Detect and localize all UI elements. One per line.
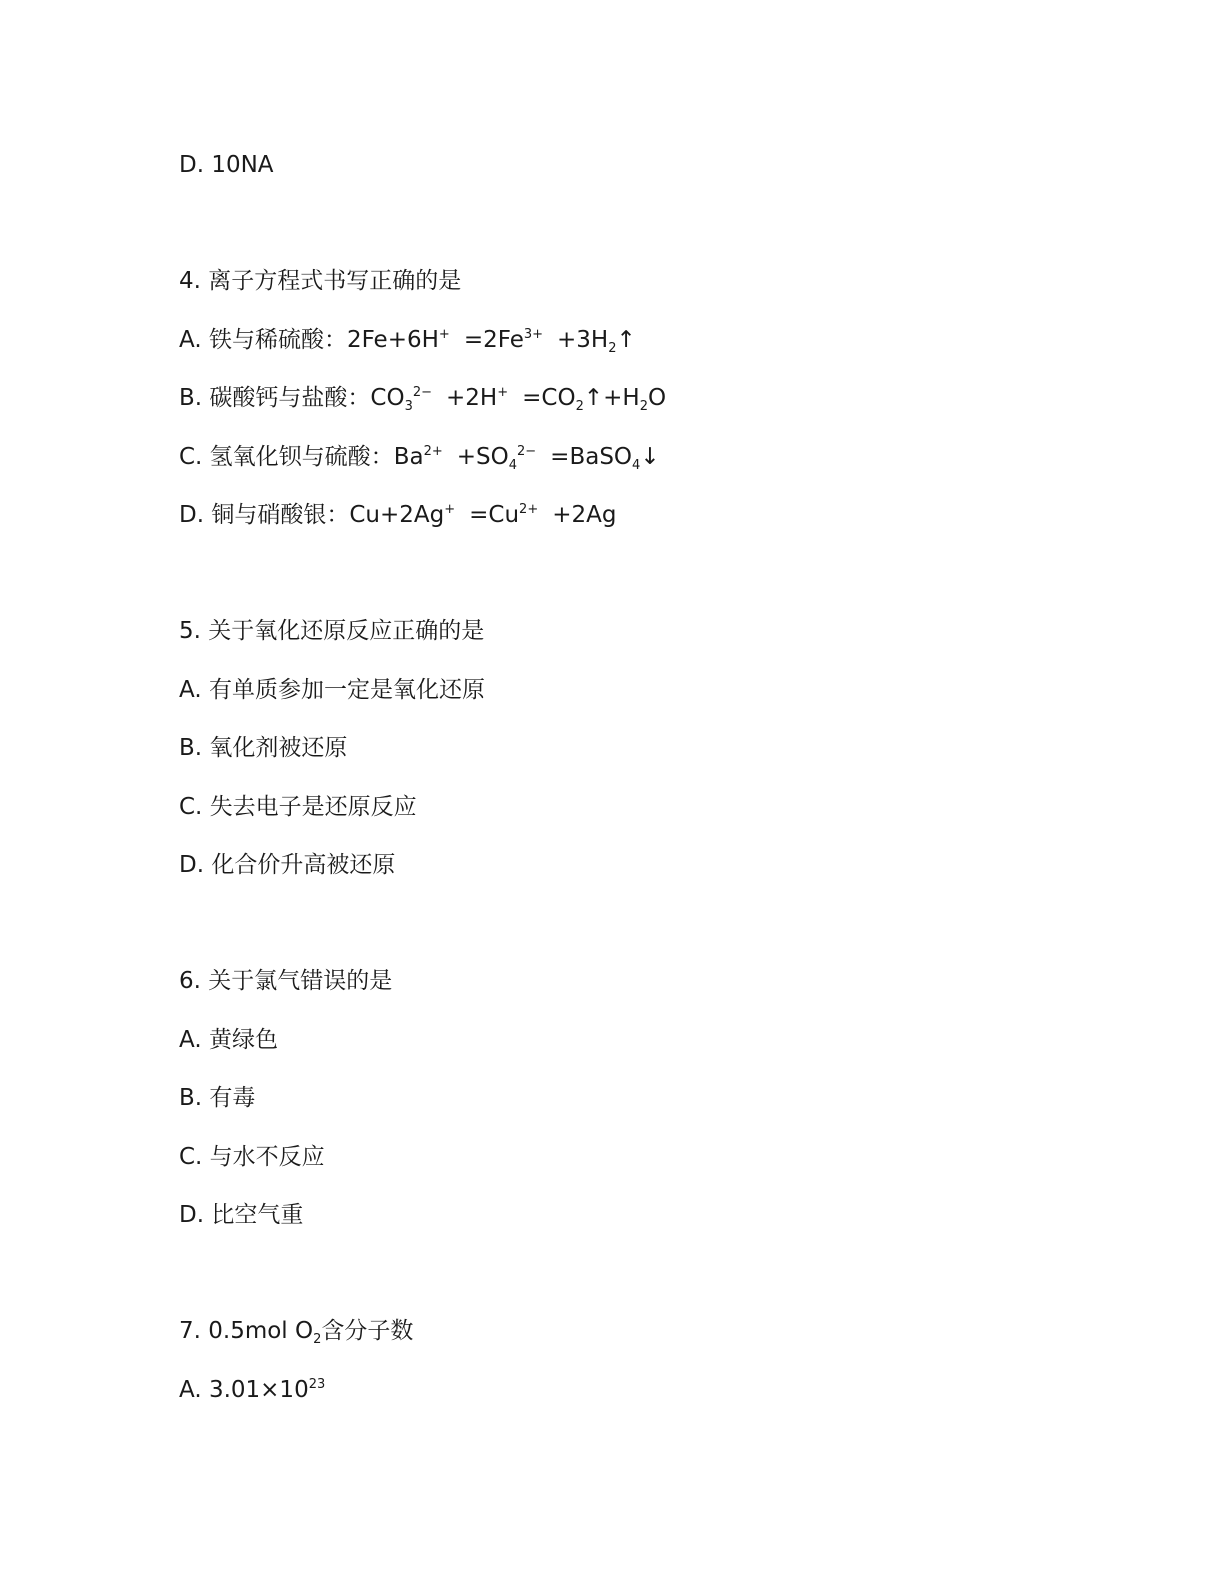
q6-option-c: C. 与水不反应: [179, 1144, 325, 1170]
q6-option-a: A. 黄绿色: [179, 1027, 278, 1053]
q4-option-b: B. 碳酸钙与盐酸：$CO_3^{2-} +2H^+$ $=CO_2↑+H_2O$: [179, 385, 667, 414]
q5-option-b: B. 氧化剂被还原: [179, 735, 348, 761]
q5-option-a: A. 有单质参加一定是氧化还原: [179, 677, 485, 703]
q4-option-c: C. 氢氧化钡与硫酸：$Ba^{2+} +SO_4^{2-}$ =BaSO$_4$↓: [179, 444, 660, 473]
q6-option-d: D. 比空气重: [179, 1202, 304, 1228]
q5-option-c: C. 失去电子是还原反应: [179, 794, 417, 820]
q4-stem: 4. 离子方程式书写正确的是: [179, 268, 462, 294]
q7-option-a: A. $3.01\times 10^{23}$: [179, 1377, 326, 1403]
q5-stem: 5. 关于氧化还原反应正确的是: [179, 618, 485, 644]
q7-stem: 7. 0.5mol $O_2$含分子数: [179, 1318, 414, 1347]
q3-option-d: D. 10NA: [179, 152, 274, 178]
q6-stem: 6. 关于氯气错误的是: [179, 968, 393, 994]
q4-option-a: A. 铁与稀硫酸：$2Fe+6H^+ =2Fe^{3+}$ $+3H_2↑$: [179, 327, 636, 356]
q4-option-d: D. 铜与硝酸银：$Cu+2Ag^+ =Cu^{2+} +2Ag$: [179, 502, 617, 528]
q6-option-b: B. 有毒: [179, 1085, 256, 1111]
q5-option-d: D. 化合价升高被还原: [179, 852, 396, 878]
